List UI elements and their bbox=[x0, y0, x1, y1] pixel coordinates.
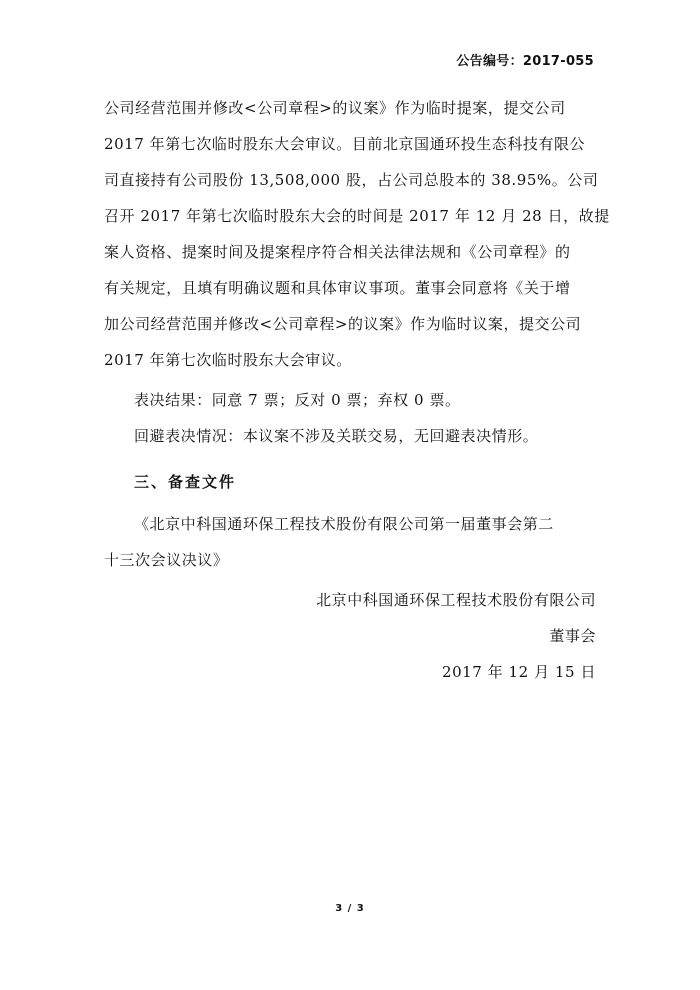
text-line: 司直接持有公司股份 13,508,000 股，占公司总股本的 38.95%。公司 bbox=[104, 171, 599, 189]
vote-result: 表决结果：同意 7 票；反对 0 票；弃权 0 票。 bbox=[134, 391, 461, 409]
reference-document-line: 《北京中科国通环保工程技术股份有限公司第一届董事会第二 bbox=[134, 515, 554, 533]
signature-board: 董事会 bbox=[549, 627, 596, 645]
text-line: 2017 年第七次临时股东大会审议。目前北京国通环投生态科技有限公 bbox=[104, 135, 586, 153]
recusal-statement: 回避表决情况：本议案不涉及关联交易，无回避表决情形。 bbox=[134, 427, 539, 445]
text-line: 有关规定，且填有明确议题和具体审议事项。董事会同意将《关于增 bbox=[104, 279, 571, 297]
signature-block bbox=[104, 582, 596, 690]
page-number: 3 / 3 bbox=[335, 903, 365, 914]
text-line: 召开 2017 年第七次临时股东大会的时间是 2017 年 12 月 28 日，故提 bbox=[104, 207, 610, 225]
text-line: 加公司经营范围并修改<公司章程>的议案》作为临时议案，提交公司 bbox=[104, 315, 582, 333]
announcement-number: 公告编号：2017-055 bbox=[456, 54, 594, 69]
text-line: 公司经营范围并修改<公司章程>的议案》作为临时提案，提交公司 bbox=[104, 99, 566, 117]
reference-document-line: 十三次会议决议》 bbox=[104, 551, 229, 569]
section-title: 三、备查文件 bbox=[134, 473, 237, 491]
text-line: 2017 年第七次临时股东大会审议。 bbox=[104, 351, 352, 369]
text-line: 案人资格、提案时间及提案程序符合相关法律法规和《公司章程》的 bbox=[104, 243, 571, 261]
document-body bbox=[104, 90, 610, 690]
paragraph-proposal bbox=[104, 90, 610, 378]
signature-company: 北京中科国通环保工程技术股份有限公司 bbox=[316, 591, 596, 609]
signature-date: 2017 年 12 月 15 日 bbox=[442, 663, 596, 681]
